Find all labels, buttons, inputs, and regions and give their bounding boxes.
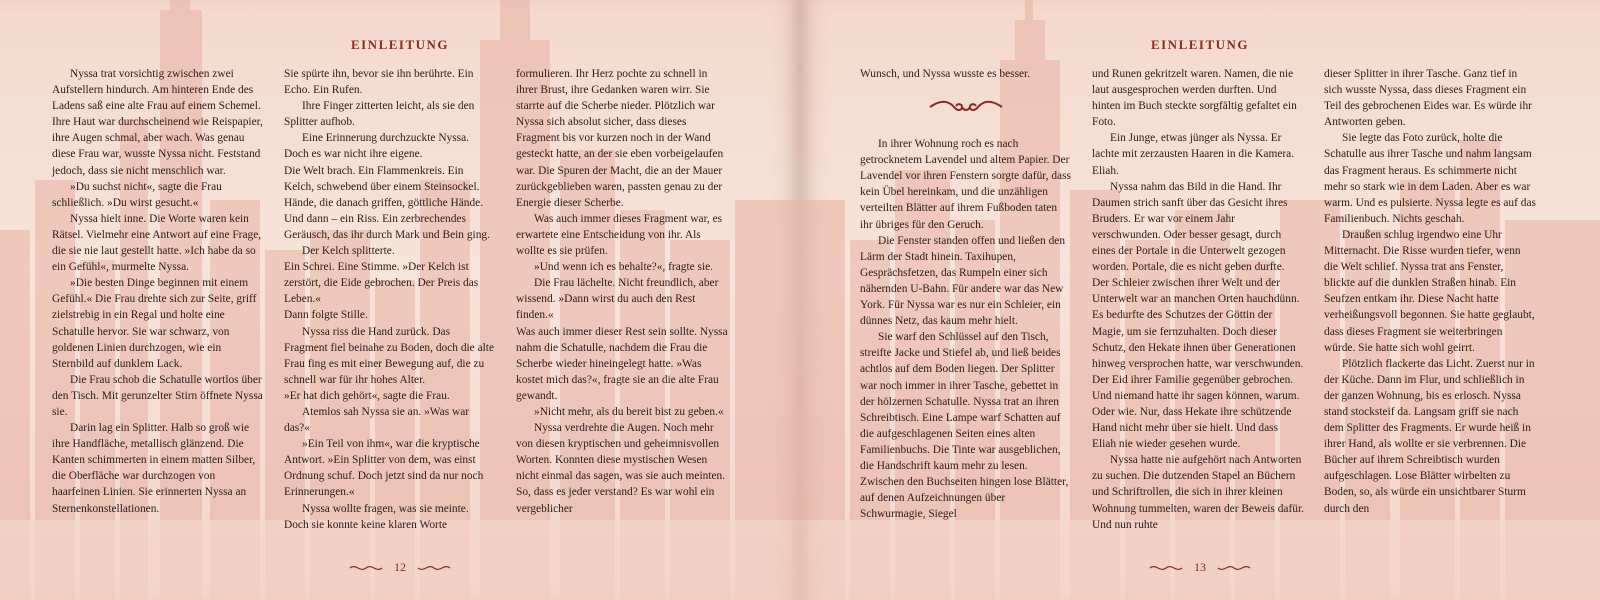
text-column xyxy=(52,66,264,533)
paragraph: Was auch immer dieses Fragment war, es erwartete eine Entscheidung von ihr. Als wollte es sie prüfen. xyxy=(516,212,723,258)
text-column xyxy=(860,66,1072,533)
paragraph: Die Frau lächelte. Nicht freundlich, aber wissend. »Dann wirst du auch den Rest finden.« xyxy=(516,277,719,322)
paragraph: Draußen schlug irgendwo eine Uhr Mitternacht. Die Risse wurden tiefer, wenn die Welt schlief. Nyssa trat ans Fenster, blickte auf die dunklen Straßen hinab. Ein Seufzen entkam ihr. Diese Nacht hatte verheißungsvoll begonnen. Sie hatte geglaubt, dass dieses Fragment sie weiterbringen würde. Sie hatte sich wohl geirrt. xyxy=(1324,228,1535,354)
page-footer xyxy=(0,560,800,575)
paragraph: »Du suchst nicht«, sagte die Frau schließlich. »Du wirst gesucht.« xyxy=(52,180,222,209)
paragraph: Ein Junge, etwas jünger als Nyssa. Er lachte mit zerzausten Haaren in die Kamera. Eliah. xyxy=(1092,132,1295,177)
paragraph: Atemlos sah Nyssa sie an. »Was war das?« xyxy=(284,405,470,435)
text-column xyxy=(284,66,496,533)
paragraph: Darin lag ein Splitter. Halb so groß wie ihre Handfläche, metallisch glänzend. Die Kanten schimmerten in einem matten Silber, die Oberfläche war durchzogen von haarfeinen Linien. Sie erinnerten Nyssa an Sternenkonstellationen. xyxy=(52,422,256,515)
paragraph: »Die besten Dinge beginnen mit einem Gefühl.« Die Frau drehte sich zur Seite, griff zielstrebig in ein Regal und holte eine Schatulle hervor. Sie war schwarz, von goldenen Linien durchzogen, wie ein Sternbild auf dunklem Lack. xyxy=(52,277,257,370)
paragraph: und Runen gekritzelt waren. Namen, die nie laut ausgesprochen werden durften. Und hinten im Buch steckte sorgfältig gefaltet ein Foto. xyxy=(1092,68,1297,129)
paragraph: »Nicht mehr, als du bereit bist zu geben.« xyxy=(534,405,724,418)
text-columns xyxy=(52,66,728,533)
paragraph: dieser Splitter in ihrer Tasche. Ganz tief in sich wusste Nyssa, dass dieses Fragment ein Teil des gebrochenen Eides war. Es würde ihr Antworten geben. xyxy=(1324,68,1532,129)
text-column xyxy=(516,66,728,533)
paragraph: In ihrer Wohnung roch es nach getrocknetem Lavendel und altem Papier. Der Lavendel vor ihren Fenstern sorgte dafür, dass kein Übel hereinkam, und die unzähligen verteilten Blätter auf ihrem Fußboden taten ihr übriges für den Geruch. xyxy=(860,138,1071,231)
paragraph: »Und wenn ich es behalte?«, fragte sie. xyxy=(534,261,714,274)
paragraph: Was auch immer dieser Rest sein sollte. Nyssa nahm die Schatulle, nachdem die Frau die Scherbe wieder hineingelegt hatte. »Was kostet mich das?«, fragte sie an die alte Frau gewandt. xyxy=(516,325,728,402)
swash-ornament-icon xyxy=(1148,563,1184,573)
paragraph: Der Kelch splitterte. xyxy=(302,245,395,258)
swash-ornament-icon xyxy=(348,563,384,573)
running-header: EINLEITUNG xyxy=(350,37,450,52)
right-page xyxy=(800,0,1600,600)
paragraph: Sie spürte ihn, bevor sie ihn berührte. Ein Echo. Ein Rufen. xyxy=(284,68,474,97)
page-number: 12 xyxy=(394,560,406,574)
paragraph: Nyssa verdrehte die Augen. Noch mehr von diesen kryptischen und geheimnisvollen Worten. Konnten diese mystischen Wesen nicht einmal das sagen, was sie auch meinten. So, dass es jeder verstand? Es war wohl ein vergeblicher xyxy=(516,422,726,515)
text-columns xyxy=(860,66,1536,533)
paragraph: Nyssa hielt inne. Die Worte waren kein Rätsel. Vielmehr eine Antwort auf eine Frage, die sie nie laut gestellt hatte. »Ich habe da so ein Gefühl«, murmelte Nyssa. xyxy=(52,212,262,274)
paragraph: Nyssa hatte nie aufgehört nach Antworten zu suchen. Die dutzenden Stapel an Büchern und Schriftrollen, die sich in ihrer kleinen Wohnung tummelten, waren der Beweis dafür. Und nun ruhte xyxy=(1092,454,1304,531)
swash-ornament-icon xyxy=(416,563,452,573)
paragraph: Nyssa trat vorsichtig zwischen zwei Aufstellern hindurch. Am hinteren Ende des Ladens saß eine alte Frau auf einem Schemel. Ihre Haut war durchscheinend wie Reispapier, ihre Augen schmal, aber wach. Was genau diese Frau war, wusste Nyssa nicht. Feststand jedoch, dass sie nicht menschlich war. xyxy=(52,68,263,177)
text-column xyxy=(1092,66,1304,533)
text-column xyxy=(1324,66,1536,533)
paragraph: formulieren. Ihr Herz pochte zu schnell in ihrer Brust, ihre Gedanken waren wirr. Sie starrte auf die Scherbe nieder. Plötzlich war Nyssa sich absolut sicher, dass dieses Fragment bis vor kurzen noch in der Wand gesteckt hatte, an der sie eben vorbeigelaufen war. Die Spuren der Macht, die an der Mauer zurückgeblieben waren, passten genau zu der Energie dieser Scherbe. xyxy=(516,68,724,209)
page-number: 13 xyxy=(1194,560,1206,574)
paragraph: Die Welt brach. Ein Flammenkreis. Ein Kelch, schwebend über einem Steinsockel. Hände, die danach griffen, göttliche Hände. Und dann – ein Riss. Ein zerbrechendes Geräusch, das ihr durch Mark und Bein ging. xyxy=(284,164,490,241)
page-footer xyxy=(800,560,1600,575)
paragraph: Ein Schrei. Eine Stimme. »Der Kelch ist zerstört, die Eide gebrochen. Der Preis das Leben.« xyxy=(284,261,479,306)
paragraph: Wunsch, und Nyssa wusste es besser. xyxy=(860,68,1031,80)
paragraph: Die Frau schob die Schatulle wortlos über den Tisch. Mit gerunzelter Stirn öffnete Nyssa sie. xyxy=(52,373,263,418)
paragraph: Plötzlich flackerte das Licht. Zuerst nur in der Küche. Dann im Flur, und schließlich in der ganzen Wohnung, bis es erlosch. Nyssa stand stocksteif da. Langsam griff sie nach dem Splitter des Fragments. Er wurde heiß in ihrer Hand, als wollte er sie verbrennen. Die Bücher auf ihrem Schreibtisch wurden aufgeschlagen. Lose Blätter wirbelten zu Boden, so, als würde ein unsichtbarer Sturm durch den xyxy=(1324,357,1535,515)
paragraph: »Ein Teil von ihm«, war die kryptische Antwort. »Ein Splitter von dem, was einst Ordnung schuf. Doch jetzt sind da nur noch Erinnerungen.« xyxy=(284,438,484,499)
paragraph: Die Fenster standen offen und ließen den Lärm der Stadt hinein. Taxihupen, Gesprächsfetzen, das Rumpeln einer sich nähernden U-Bahn. Für andere war das New York. Für Nyssa war es nur ein Schleier, ein dünnes Netz, das kaum mehr hielt. xyxy=(860,234,1066,328)
paragraph: Sie legte das Foto zurück, holte die Schatulle aus ihrer Tasche und nahm langsam das Fragment heraus. Es schimmerte nicht mehr so stark wie in dem Laden. Aber es war warm. Und es pulsierte. Nyssa legte es auf das Familienbuch. Nichts geschah. xyxy=(1324,132,1536,225)
paragraph: »Er hat dich gehört«, sagte die Frau. xyxy=(284,389,450,402)
swirl-ornament-icon xyxy=(926,98,1006,116)
paragraph: Ihre Finger zitterten leicht, als sie den Splitter aufhob. xyxy=(284,100,475,129)
paragraph: Dann folgte Stille. xyxy=(284,309,368,322)
paragraph: Eine Erinnerung durchzuckte Nyssa. Doch es war nicht ihre eigene. xyxy=(284,132,470,161)
paragraph: Nyssa wollte fragen, was sie meinte. Doch sie konnte keine klaren Worte xyxy=(284,502,469,531)
running-header: EINLEITUNG xyxy=(1150,37,1250,52)
paragraph: Nyssa riss die Hand zurück. Das Fragment fiel beinahe zu Boden, doch die alte Frau fing es mit einer Bewegung auf, die zu schnell war für ihr hohes Alter. xyxy=(284,325,495,386)
paragraph: Sie warf den Schlüssel auf den Tisch, streifte Jacke und Stiefel ab, und ließ beides achtlos auf dem Boden liegen. Der Splitter war noch immer in ihrer Tasche, gebettet in der hölzernen Schatulle. Nyssa trat an ihren Schreibtisch. Eine Lampe warf Schatten auf die aufgeschlagenen Seiten eines alten Familienbuchs. Die Tinte war ausgeblichen, die Handschrift kaum mehr zu lesen. Zwischen den Buchseiten hingen lose Blätter, auf denen Aufzeichnungen über Schwurmagie, Siegel xyxy=(860,331,1069,521)
swash-ornament-icon xyxy=(1216,563,1252,573)
paragraph: Nyssa nahm das Bild in die Hand. Ihr Daumen strich sanft über das Gesicht ihres Bruders. Er war vor einem Jahr verschwunden. Oder besser gesagt, durch eines der Portale in die Unterwelt gezogen worden. Portale, die es nicht geben durfte. Der Schleier zwischen ihrer Welt und der Unterwelt war an manchen Orten hauchdünn. Es bedurfte des Schutzes der Göttin der Magie, um sie fernzuhalten. Doch dieser Schutz, den Hekate ihnen über Generationen hinweg versprochen hatte, war verschwunden. Der Eid ihrer Familie gegenüber gebrochen. Und niemand hatte ihr sagen können, warum. Oder wie. Nur, dass Hekate ihre schützende Hand nicht mehr über sie hielt. Und dass Eliah nie wieder gesehen wurde. xyxy=(1092,180,1304,451)
